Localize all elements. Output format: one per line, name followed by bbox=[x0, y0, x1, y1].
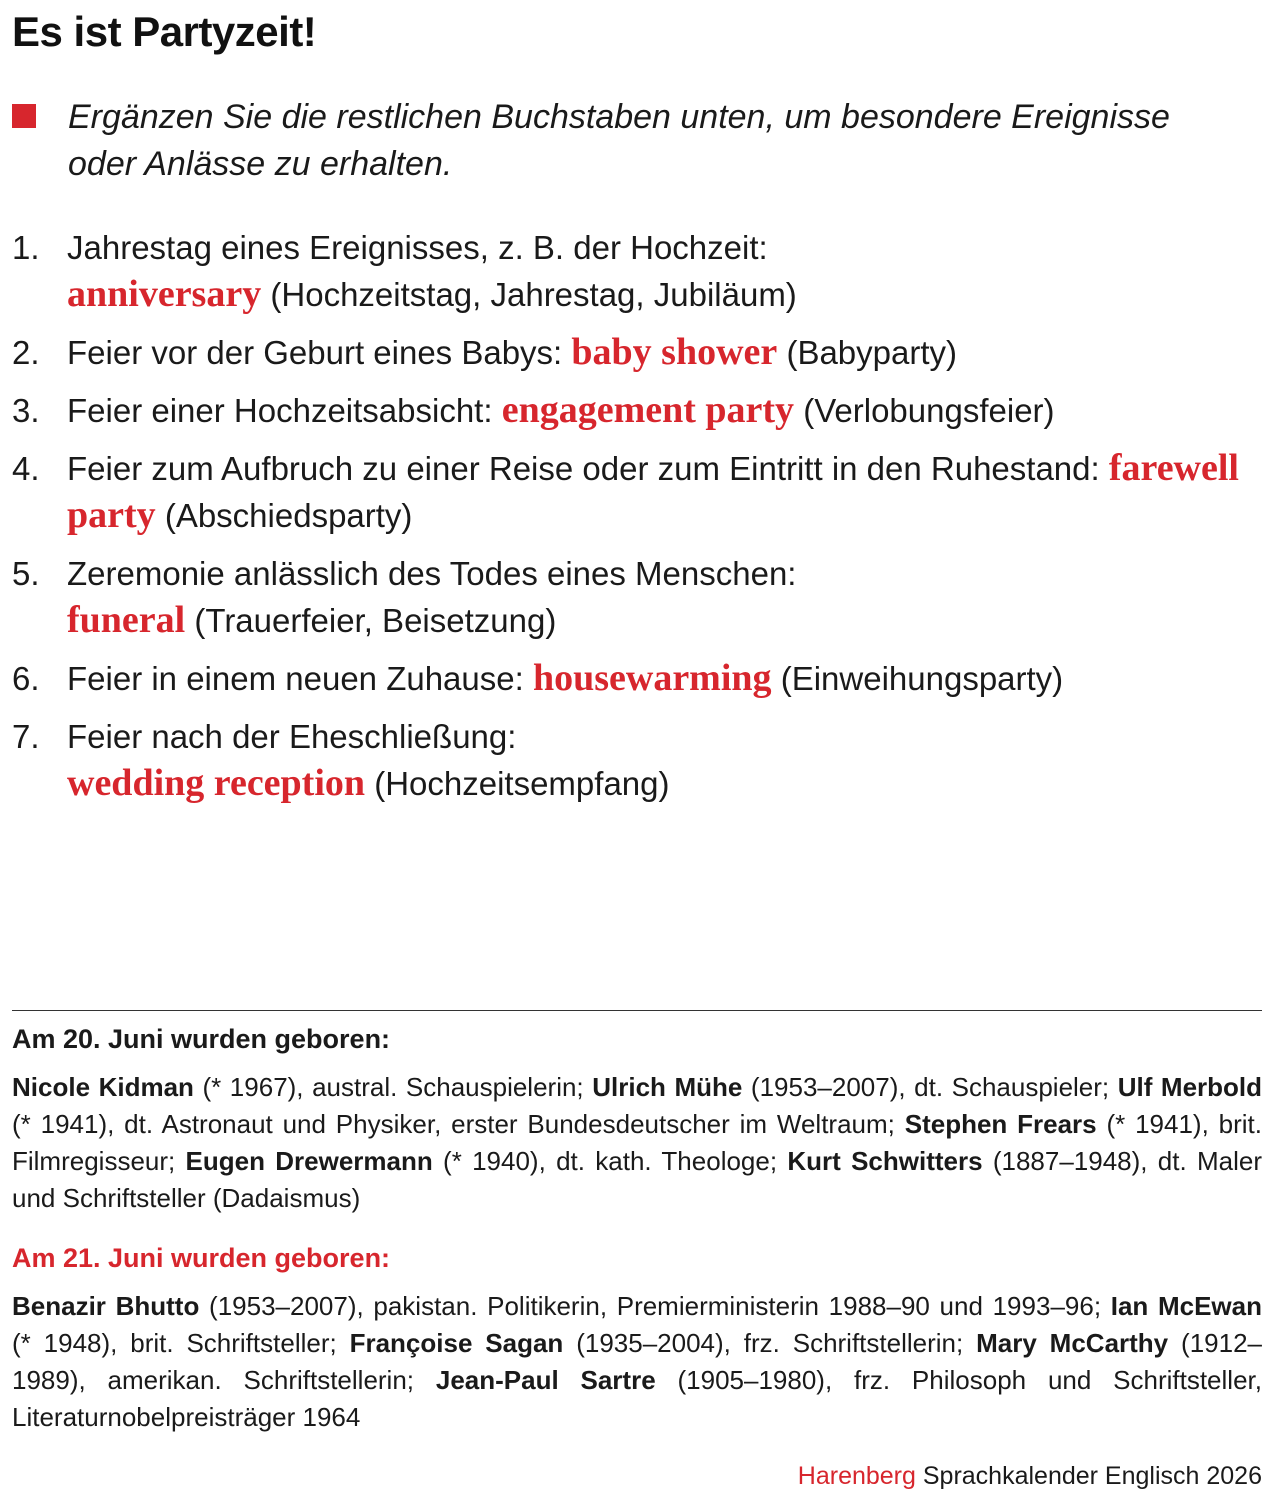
red-square-marker bbox=[12, 104, 36, 128]
instruction-block bbox=[12, 94, 1242, 188]
person-name: Ulf Merbold bbox=[1117, 1072, 1263, 1102]
person-info: (* 1940), dt. kath. Theologe; bbox=[443, 1146, 778, 1176]
person-info: (1953–2007), dt. Schauspieler; bbox=[750, 1072, 1110, 1102]
item-answer: housewarming bbox=[532, 657, 772, 699]
exercise-item-3 bbox=[12, 387, 1252, 434]
person-info: (* 1941), dt. Astronaut und Physiker, erster Bundesdeutscher im Weltraum; bbox=[12, 1109, 895, 1139]
person-name: Kurt Schwitters bbox=[787, 1146, 983, 1176]
item-number: 6. bbox=[12, 660, 40, 697]
footer-brand: Harenberg bbox=[797, 1462, 916, 1490]
person-info: (1935–2004), frz. Schriftstellerin; bbox=[576, 1328, 964, 1358]
item-clue: Zeremonie anlässlich des Todes eines Menschen: bbox=[67, 555, 797, 592]
footer-product: Sprachkalender Englisch 2026 bbox=[922, 1462, 1262, 1490]
person-info: (* 1967), austral. Schauspielerin; bbox=[202, 1072, 584, 1102]
item-clue: Feier einer Hochzeitsabsicht: bbox=[67, 392, 493, 429]
person-name: Jean-Paul Sartre bbox=[435, 1365, 656, 1395]
person-name: Ulrich Mühe bbox=[592, 1072, 743, 1102]
item-translation: (Einweihungsparty) bbox=[780, 660, 1064, 697]
exercise-item-1 bbox=[12, 224, 1252, 318]
item-clue: Feier zum Aufbruch zu einer Reise oder zum Eintritt in den Ruhestand: bbox=[67, 450, 1100, 487]
item-number: 1. bbox=[12, 229, 40, 266]
person-name: Nicole Kidman bbox=[12, 1072, 194, 1102]
item-clue: Feier vor der Geburt eines Babys: bbox=[67, 334, 563, 371]
footer-credit bbox=[798, 1462, 1262, 1491]
item-translation: (Babyparty) bbox=[786, 334, 958, 371]
item-translation: (Abschiedsparty) bbox=[164, 497, 413, 534]
person-info: (* 1948), brit. Schriftsteller; bbox=[12, 1328, 337, 1358]
item-number: 3. bbox=[12, 392, 40, 429]
item-answer: engagement party bbox=[501, 389, 795, 431]
exercise-item-6 bbox=[12, 655, 1252, 702]
instruction-text: Ergänzen Sie die restlichen Buchstaben unten, um besondere Ereignisse oder Anlässe zu erhalten. bbox=[68, 98, 1170, 183]
exercise-item-5 bbox=[12, 550, 1252, 644]
person-name: Benazir Bhutto bbox=[12, 1291, 200, 1321]
item-translation: (Trauerfeier, Beisetzung) bbox=[194, 602, 557, 639]
person-name: Stephen Frears bbox=[904, 1109, 1097, 1139]
exercise-item-4 bbox=[12, 445, 1252, 539]
exercise-list bbox=[12, 224, 1252, 818]
item-translation: (Verlobungsfeier) bbox=[803, 392, 1055, 429]
person-name: Mary McCarthy bbox=[976, 1328, 1169, 1358]
page-title: Es ist Partyzeit! bbox=[12, 8, 317, 55]
person-info: (* 1941), brit. Filmregisseur; bbox=[12, 1109, 1262, 1176]
exercise-item-2 bbox=[12, 329, 1252, 376]
item-clue: Feier nach der Eheschließung: bbox=[67, 718, 517, 755]
births-list-june-20 bbox=[12, 1069, 1262, 1217]
item-number: 4. bbox=[12, 450, 40, 487]
births-heading-june-21: Am 21. Juni wurden geboren: bbox=[12, 1243, 391, 1273]
section-divider bbox=[12, 1010, 1262, 1011]
person-info: (1953–2007), pakistan. Politikerin, Premierministerin 1988–90 und 1993–96; bbox=[209, 1291, 1102, 1321]
item-number: 5. bbox=[12, 555, 40, 592]
item-answer: anniversary bbox=[67, 273, 262, 315]
person-name: Ian McEwan bbox=[1110, 1291, 1262, 1321]
person-info: (1887–1948), dt. Maler und Schriftsteller (Dadaismus) bbox=[12, 1146, 1262, 1213]
person-info: (1912–1989), amerikan. Schriftstellerin; bbox=[12, 1328, 1262, 1395]
item-answer: wedding reception bbox=[67, 762, 366, 804]
item-translation: (Hochzeitstag, Jahrestag, Jubiläum) bbox=[270, 276, 797, 313]
item-number: 7. bbox=[12, 718, 40, 755]
person-name: Eugen Drewermann bbox=[185, 1146, 433, 1176]
item-answer: baby shower bbox=[571, 331, 778, 373]
item-answer: farewell party bbox=[67, 447, 1239, 536]
item-clue: Jahrestag eines Ereignisses, z. B. der Hochzeit: bbox=[67, 229, 768, 266]
births-list-june-21 bbox=[12, 1288, 1262, 1436]
item-clue: Feier in einem neuen Zuhause: bbox=[67, 660, 524, 697]
births-heading-june-20: Am 20. Juni wurden geboren: bbox=[12, 1024, 391, 1054]
exercise-item-7 bbox=[12, 713, 1252, 807]
person-name: Françoise Sagan bbox=[349, 1328, 564, 1358]
person-info: (1905–1980), frz. Philosoph und Schriftsteller, Literaturnobelpreisträger 1964 bbox=[12, 1365, 1262, 1432]
item-answer: funeral bbox=[67, 599, 186, 641]
item-translation: (Hochzeitsempfang) bbox=[374, 765, 670, 802]
item-number: 2. bbox=[12, 334, 40, 371]
